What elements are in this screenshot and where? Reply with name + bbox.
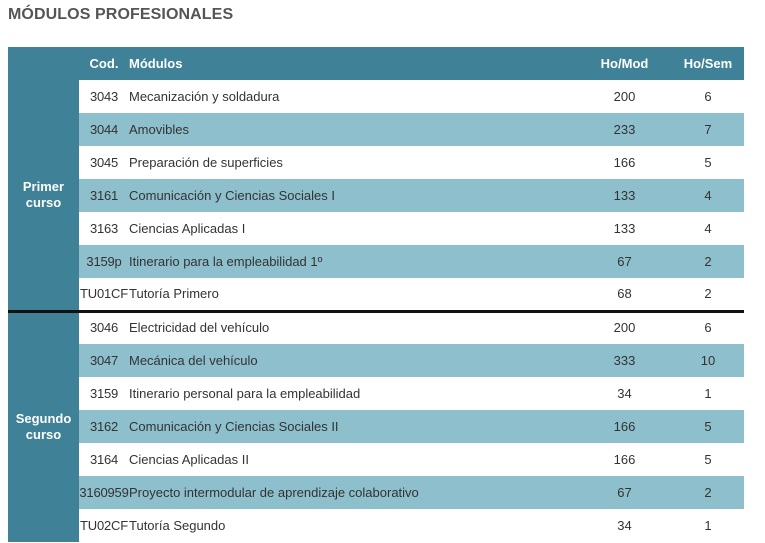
table-row (8, 377, 744, 410)
hours-weekly: 5 (672, 146, 744, 179)
course-label-line2: curso (25, 427, 62, 443)
hours-total: 200 (577, 80, 672, 113)
hours-total: 67 (577, 245, 672, 278)
table-row (8, 344, 744, 377)
hours-weekly: 2 (672, 278, 744, 311)
table-row (8, 212, 744, 245)
hours-weekly: 2 (672, 476, 744, 509)
module-code: 3161 (79, 179, 129, 212)
table-row (8, 476, 744, 509)
module-name: Comunicación y Ciencias Sociales II (129, 410, 577, 443)
module-name: Proyecto intermodular de aprendizaje colaborativo (129, 476, 577, 509)
course-label (8, 80, 79, 311)
header-module: Módulos (129, 47, 577, 80)
module-code: 3043 (79, 80, 129, 113)
course-label-line1: Primer (22, 178, 65, 194)
module-code: 3162 (79, 410, 129, 443)
module-name: Mecánica del vehículo (129, 344, 577, 377)
table-row (8, 410, 744, 443)
header-code: Cod. (79, 47, 129, 80)
module-name: Ciencias Aplicadas I (129, 212, 577, 245)
module-code: 3160959 (79, 476, 129, 509)
hours-total: 34 (577, 509, 672, 542)
module-code: 3047 (79, 344, 129, 377)
hours-weekly: 1 (672, 377, 744, 410)
header-ho-mod: Ho/Mod (577, 47, 672, 80)
module-name: Preparación de superficies (129, 146, 577, 179)
module-name: Tutoría Primero (129, 278, 577, 311)
hours-weekly: 4 (672, 179, 744, 212)
course-label (8, 311, 79, 542)
module-code: TU02CF (79, 509, 129, 542)
course-label-line1: Segundo (15, 411, 72, 427)
table-row (8, 509, 744, 542)
table-row (8, 80, 744, 113)
hours-weekly: 1 (672, 509, 744, 542)
hours-weekly: 4 (672, 212, 744, 245)
hours-total: 34 (577, 377, 672, 410)
header-corner (8, 47, 79, 80)
page-title: MÓDULOS PROFESIONALES (8, 6, 234, 23)
module-name: Comunicación y Ciencias Sociales I (129, 179, 577, 212)
module-code: 3159 (79, 377, 129, 410)
table-body (8, 80, 744, 542)
module-name: Tutoría Segundo (129, 509, 577, 542)
module-name: Electricidad del vehículo (129, 311, 577, 344)
hours-total: 68 (577, 278, 672, 311)
table-row (8, 146, 744, 179)
table-row (8, 443, 744, 476)
course-label-line2: curso (25, 194, 62, 210)
module-code: 3045 (79, 146, 129, 179)
hours-total: 166 (577, 443, 672, 476)
hours-total: 133 (577, 212, 672, 245)
module-code: 3164 (79, 443, 129, 476)
hours-weekly: 7 (672, 113, 744, 146)
module-name: Itinerario personal para la empleabilidad (129, 377, 577, 410)
hours-weekly: 10 (672, 344, 744, 377)
table-header-row (8, 47, 744, 80)
hours-weekly: 2 (672, 245, 744, 278)
table-row (8, 311, 744, 344)
module-code: 3046 (79, 311, 129, 344)
hours-weekly: 5 (672, 443, 744, 476)
module-code: 3163 (79, 212, 129, 245)
modules-table (8, 47, 744, 542)
hours-weekly: 5 (672, 410, 744, 443)
hours-weekly: 6 (672, 311, 744, 344)
hours-total: 133 (577, 179, 672, 212)
module-name: Mecanización y soldadura (129, 80, 577, 113)
module-name: Ciencias Aplicadas II (129, 443, 577, 476)
hours-total: 166 (577, 146, 672, 179)
module-code: TU01CF (79, 278, 129, 311)
hours-total: 200 (577, 311, 672, 344)
hours-total: 333 (577, 344, 672, 377)
module-code: 3044 (79, 113, 129, 146)
table-row (8, 113, 744, 146)
hours-total: 67 (577, 476, 672, 509)
module-name: Amovibles (129, 113, 577, 146)
module-code: 3159p (79, 245, 129, 278)
table-row (8, 278, 744, 311)
module-name: Itinerario para la empleabilidad 1º (129, 245, 577, 278)
header-ho-sem: Ho/Sem (672, 47, 744, 80)
table-row (8, 245, 744, 278)
table-row (8, 179, 744, 212)
hours-total: 233 (577, 113, 672, 146)
hours-weekly: 6 (672, 80, 744, 113)
hours-total: 166 (577, 410, 672, 443)
